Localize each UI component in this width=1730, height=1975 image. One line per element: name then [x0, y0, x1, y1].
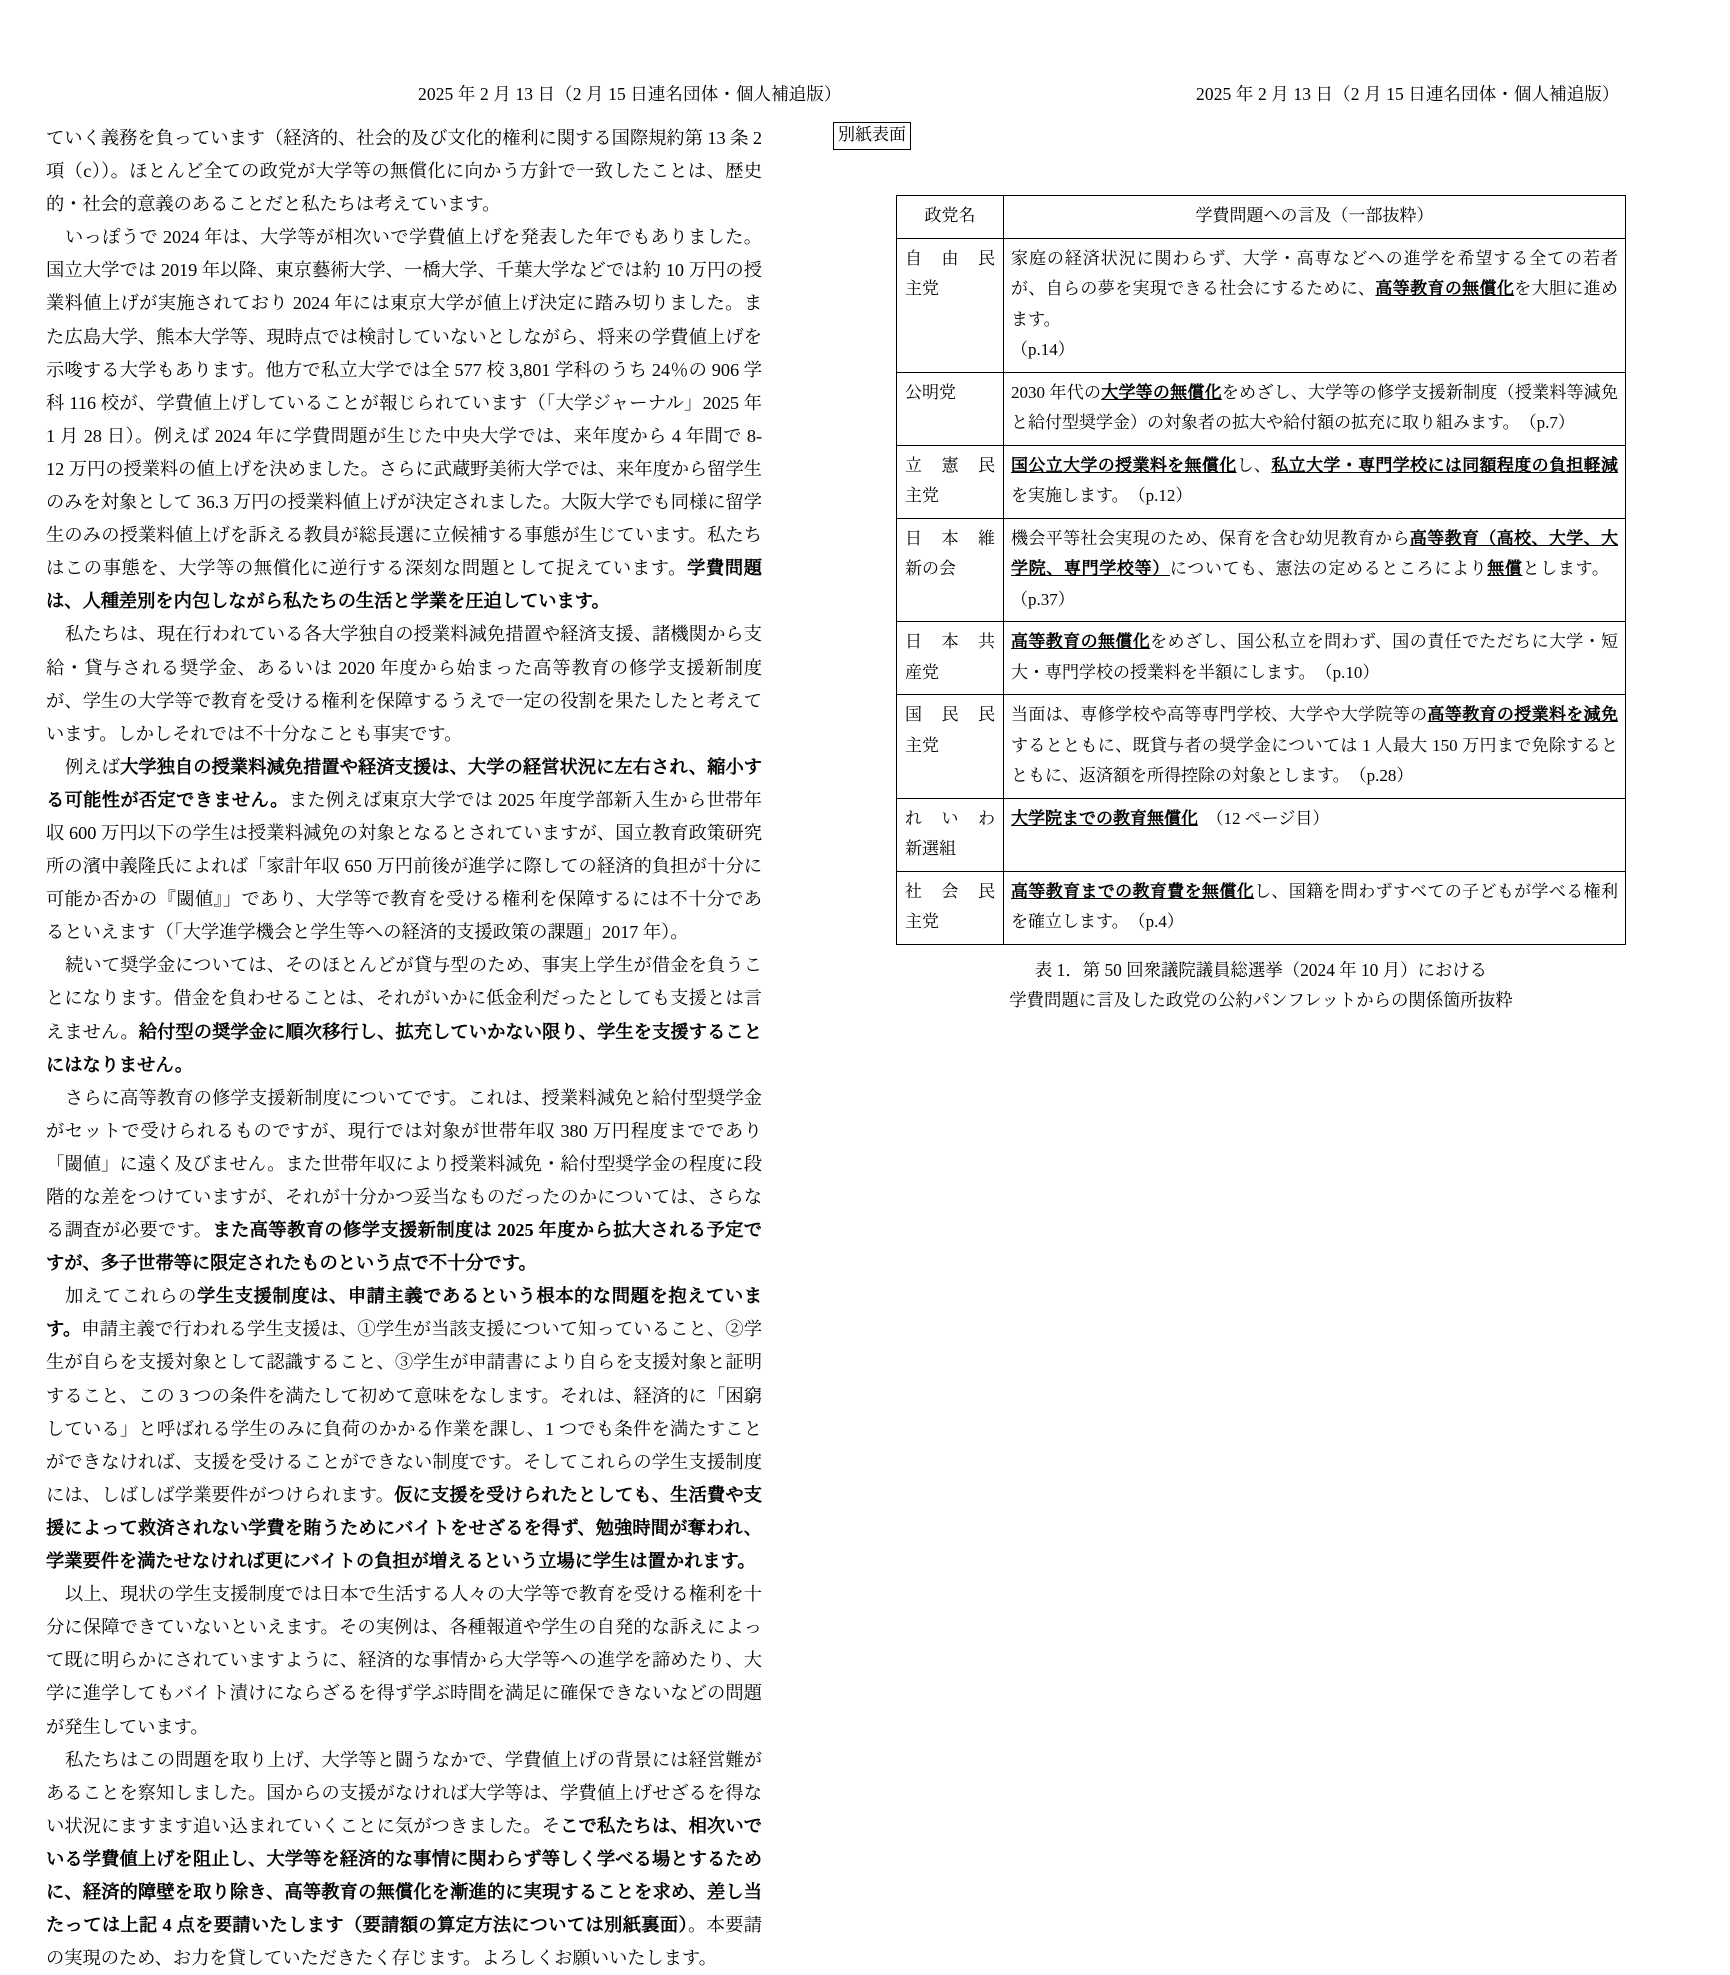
party-name-line: 社会民	[905, 881, 995, 901]
pledge-emphasis: 高等教育の授業料を減免	[1427, 705, 1619, 724]
cell-party-name	[897, 695, 1004, 799]
pledge-text: 当面は、専修学校や高等専門学校、大学や大学院等の	[1011, 705, 1428, 724]
pledge-text: を大胆に進めます。	[1011, 279, 1619, 329]
party-name-line: 日本共	[905, 632, 995, 651]
party-name-line: 主党	[905, 912, 939, 931]
paragraph-9-emphasis: こで私たちは、相次いでいる学費値上げを阻止し、大学等を経済的な事情に関わらず等しく学べる場とするために、経済的障壁を取り除き、高等教育の無償化を漸進的に実現することを求め、差し当たっては上記 4 点を要請いたします（要請額の算定方法については別紙裏面）	[46, 1815, 762, 1936]
page-reference: （p.7）	[1511, 413, 1575, 432]
sheet-label-front: 別紙表面	[833, 122, 911, 150]
paragraph-2-text: いっぽうで 2024 年は、大学等が相次いで学費値上げを発表した年でもありました。国立大学では 2019 年以降、東京藝術大学、一橋大学、千葉大学などでは約 10 万円の授業料値上げが実施されており 2024 年には東京大学が値上げ決定に踏み切りました。また広島大学、熊本大学等、現時点では検討していないとしながら、将来の学費値上げを示唆する大学もあります。他方で私立大学では全 577 校 3,801 学科のうち 24％の 906 学科 116 校が、学費値上げしていることが報じられています（「大学ジャーナル」2025 年 1 月 28 日）。例えば 2024 年に学費問題が生じた中央大学では、来年度から 4 年間で 8-12 万円の授業料の値上げを決めました。さらに武蔵野美術大学では、来年度から留学生のみを対象として 36.3 万円の授業料値上げが決定されました。大阪大学でも同様に留学生のみの授業料値上げを訴える教員が総長選に立候補する事態が生じています。私たちはこの事態を、大学等の無償化に逆行する深刻な問題として捉えています。	[46, 227, 762, 579]
pledge-emphasis: 高等教育（高校、大学、大学院、専門学校等）	[1011, 528, 1619, 578]
table-row	[897, 798, 1626, 871]
cell-pledge-text	[1004, 445, 1626, 518]
pledge-text: を実施します。	[1011, 486, 1121, 505]
paragraph-8-text: 以上、現状の学生支援制度では日本で生活する人々の大学等で教育を受ける権利を十分に保障できていないといえます。その実例は、各種報道や学生の自発的な訴えによって既に明らかにされていますように、経済的な事情から大学等への進学を諦めたり、大学に進学してもバイト漬けにならざるを得ず学ぶ時間を満足に確保できないなどの問題が発生しています。	[46, 1584, 762, 1737]
cell-party-name	[897, 518, 1004, 622]
paragraph-3	[46, 618, 762, 750]
table-row	[897, 695, 1626, 799]
cell-pledge-text	[1004, 238, 1626, 372]
party-name-line: れいわ	[905, 808, 995, 828]
header-date-right: 2025 年 2 月 13 日（2 月 15 日連名団体・個人補追版）	[1196, 84, 1620, 104]
pledge-text: 機会平等社会実現のため、保育を含む幼児教育から	[1011, 528, 1410, 548]
pledge-emphasis: 大学院までの教育無償化	[1011, 808, 1198, 828]
page-reference: （p.12）	[1120, 486, 1193, 505]
paragraph-9-lead: 私たちはこの問題を取り上げ、大学等と闘うなかで、学費値上げの背景には経営難があることを察知しました。国からの支援がなければ大学等は、学費値上げせざるを得ない状況にますます追い込まれていくことに気がつきました。そ	[46, 1749, 762, 1836]
pledge-emphasis: 私立大学・専門学校には同額程度の負担軽減	[1271, 455, 1619, 475]
party-table-wrapper	[896, 195, 1626, 1015]
pledge-emphasis: 高等教育までの教育費を無償化	[1011, 881, 1255, 901]
cell-party-name	[897, 798, 1004, 871]
pledge-text: 2030 年代の	[1011, 382, 1102, 402]
paragraph-4-lead: 例えば	[65, 756, 120, 777]
table-row	[897, 518, 1626, 622]
cell-pledge-text	[1004, 622, 1626, 695]
paragraph-7-emphasis-a: 学生支援制度は、申請主義であるという根本的な問題を抱えています。	[46, 1286, 762, 1340]
cell-pledge-text	[1004, 695, 1626, 799]
page-reference: （p.14）	[1011, 340, 1075, 359]
pledge-emphasis: 高等教育の無償化	[1011, 632, 1151, 651]
pledge-text: についても、憲法の定めるところにより	[1169, 559, 1488, 578]
table-row	[897, 238, 1626, 372]
cell-pledge-text	[1004, 518, 1626, 622]
cell-pledge-text	[1004, 871, 1626, 944]
paragraph-5-text: 続いて奨学金については、そのほとんどが貸与型のため、事実上学生が借金を負うことになります。借金を負わせることは、それがいかに低金利だったとしても支援とは言えません。	[46, 955, 762, 1042]
pledge-text: し、国籍を問わずすべての子どもが学べる権利を確立します。	[1011, 881, 1618, 931]
paragraph-8	[46, 1578, 762, 1743]
table-caption-line-1: 表 1．第 50 回衆議院議員総選挙（2024 年 10 月）における	[1034, 959, 1488, 980]
party-name-line: 自由民	[905, 248, 995, 268]
paragraph-6-emphasis: また高等教育の修学支援新制度は 2025 年度から拡大される予定ですが、多子世帯等に限定されたものという点で不十分です。	[46, 1220, 762, 1274]
pledge-text: をめざし、国公私立を問わず、国の責任でただちに大学・短大・専門学校の授業料を半額にします。	[1011, 632, 1619, 682]
left-text-column	[46, 122, 762, 1975]
party-name-line: 新の会	[905, 559, 956, 578]
table-header-row	[897, 196, 1626, 239]
party-pledge-table	[896, 195, 1626, 945]
table-row	[897, 372, 1626, 445]
pledge-text: をめざし、大学等の修学支援新制度（授業料等減免と給付型奨学金）の対象者の拡大や給付額の拡充に取り組みます。	[1011, 382, 1619, 432]
pledge-text: するとともに、既貸与者の奨学金については 1 人最大 150 万円まで免除するとともに、返済額を所得控除の対象とします。	[1011, 735, 1618, 785]
table-caption-line-2: 学費問題に言及した政党の公約パンフレットからの関係箇所抜粋	[1009, 989, 1513, 1010]
party-name-line: 新選組	[905, 839, 956, 858]
paragraph-4-emphasis: 大学独自の授業料減免措置や経済支援は、大学の経営状況に左右され、縮小する可能性が否定できません。	[46, 756, 762, 810]
pledge-emphasis: 大学等の無償化	[1101, 382, 1222, 402]
page-reference: （p.10）	[1307, 662, 1380, 682]
paragraph-4	[46, 751, 762, 950]
page-header	[0, 82, 1730, 110]
column-header-party: 政党名	[897, 196, 1004, 239]
paragraph-6	[46, 1082, 762, 1281]
paragraph-3-text: 私たちは、現在行われている各大学独自の授業料減免措置や経済支援、諸機関から支給・貸与される奨学金、あるいは 2020 年度から始まった高等教育の修学支援新制度が、学生の大学等で教育を受ける権利を保障するうえで一定の役割を果たしたと考えています。しかしそれでは不十分なことも事実です。	[46, 624, 762, 744]
paragraph-7-emphasis-b: 仮に支援を受けられたとしても、生活費や支援によって救済されない学費を賄うためにバイトをせざるを得ず、勉強時間が奪われ、学業要件を満たせなければ更にバイトの負担が増えるという立場に学生は置かれます。	[46, 1484, 762, 1572]
column-header-description: 学費問題への言及（一部抜粋）	[1004, 196, 1626, 239]
cell-pledge-text	[1004, 798, 1626, 871]
cell-party-name	[897, 372, 1004, 445]
pledge-text: 家庭の経済状況に関わらず、大学・高専などへの進学を希望する全ての若者が、自らの夢を実現できる社会にするために、	[1011, 248, 1618, 298]
paragraph-7-rest: 申請主義で行われる学生支援は、①学生が当該支援について知っていること、②学生が自らを支援対象として認識すること、③学生が申請書により自らを支援対象と証明すること、この 3 つの条件を満たして初めて意味をなします。それは、経済的に「困窮している」と呼ばれる学生のみに負荷のかかる作業を課し、1 つでも条件を満たすことができなければ、支援を受けることができない制度です。そしてこれらの学生支援制度には、しばしば学業要件がつけられます。	[46, 1319, 762, 1505]
pledge-emphasis: 国公立大学の授業料を無償化	[1011, 455, 1237, 475]
header-date-left: 2025 年 2 月 13 日（2 月 15 日連名団体・個人補追版）	[418, 84, 842, 104]
paragraph-1-text: ていく義務を負っています（経済的、社会的及び文化的権利に関する国際規約第 13 条 2 項（c））。ほとんど全ての政党が大学等の無償化に向かう方針で一致したことは、歴史的・社会的意義のあることだと私たちは考えています。	[46, 128, 762, 215]
page-reference: （p.28）	[1341, 766, 1414, 785]
table-row	[897, 622, 1626, 695]
paragraph-5-emphasis: 給付型の奨学金に順次移行し、拡充していかない限り、学生を支援することにはなりません。	[46, 1021, 762, 1075]
right-table-column	[828, 122, 1688, 1015]
page-reference: （12 ページ目）	[1198, 808, 1330, 828]
pledge-text: とします。	[1522, 559, 1601, 578]
table-row	[897, 871, 1626, 944]
paragraph-4-rest: また例えば東京大学では 2025 年度学部新入生から世帯年収 600 万円以下の学生は授業料減免の対象となるとされていますが、国立教育政策研究所の濱中義隆氏によれば「家計年収 650 万円前後が進学に際しての経済的負担が十分に可能か否かの『閾値』」であり、大学等で教育を受ける権利を保障するには不十分であるといえます（「大学進学機会と学生等への経済的支援政策の課題」2017 年）。	[46, 789, 762, 943]
pledge-emphasis: 無償	[1487, 559, 1523, 578]
paragraph-9-tail: 。本要請の実現のため、お力を貸していただきたく存じます。よろしくお願いいたします。	[46, 1915, 762, 1969]
cell-party-name	[897, 622, 1004, 695]
paragraph-1	[46, 122, 762, 221]
page-reference: （p.4）	[1120, 912, 1184, 931]
paragraph-7-lead: 加えてこれらの	[65, 1286, 197, 1307]
party-name-line: 立憲民	[905, 455, 995, 475]
page-reference: （p.37）	[1011, 559, 1618, 609]
cell-party-name	[897, 871, 1004, 944]
cell-pledge-text	[1004, 372, 1626, 445]
paragraph-5	[46, 949, 762, 1081]
table-body	[897, 238, 1626, 944]
paragraph-6-text: さらに高等教育の修学支援新制度についてです。これは、授業料減免と給付型奨学金がセットで受けられるものですが、現行では対象が世帯年収 380 万円程度までであり「閾値」に遠く及びません。また世帯年収により授業料減免・給付型奨学金の程度に段階的な差をつけていますが、それが十分かつ妥当なものだったのかについては、さらなる調査が必要です。	[46, 1087, 762, 1241]
party-name-line: 日本維	[905, 528, 995, 548]
table-caption	[896, 955, 1626, 1015]
party-name-line: 主党	[905, 735, 939, 755]
pledge-emphasis: 高等教育の無償化	[1375, 279, 1515, 298]
paragraph-9	[46, 1744, 762, 1975]
party-name-line: 公明党	[905, 382, 956, 402]
party-name-line: 主党	[905, 279, 939, 298]
party-name-line: 国民民	[905, 705, 995, 724]
cell-party-name	[897, 445, 1004, 518]
paragraph-2-emphasis: 学費問題は、人種差別を内包しながら私たちの生活と学業を圧迫しています。	[46, 558, 762, 612]
pledge-text: し、	[1236, 455, 1272, 475]
paragraph-2	[46, 221, 762, 618]
party-name-line: 主党	[905, 486, 939, 505]
party-name-line: 産党	[905, 662, 939, 682]
table-row	[897, 445, 1626, 518]
cell-party-name	[897, 238, 1004, 372]
paragraph-7	[46, 1280, 762, 1578]
